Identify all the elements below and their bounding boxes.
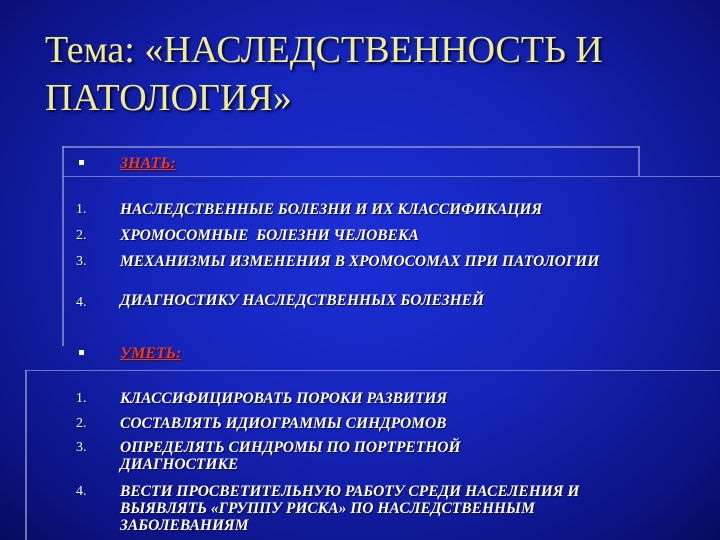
panel-top-line: [62, 146, 640, 148]
know-item-1: НАСЛЕДСТВЕННЫЕ БОЛЕЗНИ И ИХ КЛАССИФИКАЦИЯ: [120, 201, 543, 218]
slide-title: Тема: «НАСЛЕДСТВЕННОСТЬ И ПАТОЛОГИЯ»: [45, 29, 603, 119]
panel-lower-line: [25, 370, 720, 371]
can-item-2: СОСТАВЛЯТЬ ИДИОГРАММЫ СИНДРОМОВ: [120, 415, 447, 432]
can-item-1: КЛАССИФИЦИРОВАТЬ ПОРОКИ РАЗВИТИЯ: [120, 390, 448, 407]
can-heading: УМЕТЬ:: [120, 345, 182, 362]
know-item-3-number: 3.: [76, 254, 87, 269]
panel-lower-left-line: [25, 370, 27, 540]
know-item-3: МЕХАНИЗМЫ ИЗМЕНЕНИЯ В ХРОМОСОМАХ ПРИ ПАТОЛОГИИ: [120, 253, 600, 270]
can-bullet-icon: [79, 350, 84, 355]
panel-left-line: [62, 146, 64, 346]
can-item-1-number: 1.: [76, 391, 87, 406]
know-item-2: ХРОМОСОМНЫЕ БОЛЕЗНИ ЧЕЛОВЕКА: [120, 227, 419, 244]
know-bullet-icon: [79, 160, 84, 165]
know-heading: ЗНАТЬ:: [120, 155, 176, 172]
can-item-3-number: 3.: [76, 440, 87, 455]
know-item-2-number: 2.: [76, 228, 87, 243]
can-item-4-number: 4.: [76, 484, 87, 499]
know-item-1-number: 1.: [76, 202, 87, 217]
can-item-3: ОПРЕДЕЛЯТЬ СИНДРОМЫ ПО ПОРТРЕТНОЙ ДИАГНОСТИКЕ: [120, 439, 461, 473]
panel-right-line: [638, 146, 640, 176]
can-item-2-number: 2.: [76, 416, 87, 431]
know-item-4-number: 4.: [76, 295, 87, 310]
can-item-4: ВЕСТИ ПРОСВЕТИТЕЛЬНУЮ РАБОТУ СРЕДИ НАСЕЛЕНИЯ И ВЫЯВЛЯТЬ «ГРУППУ РИСКА» ПО НАСЛЕДСТВЕННЫМ ЗАБОЛЕВАНИЯМ: [120, 483, 580, 534]
panel-middle-line: [62, 176, 720, 177]
know-item-4: ДИАГНОСТИКУ НАСЛЕДСТВЕННЫХ БОЛЕЗНЕЙ: [120, 292, 485, 309]
